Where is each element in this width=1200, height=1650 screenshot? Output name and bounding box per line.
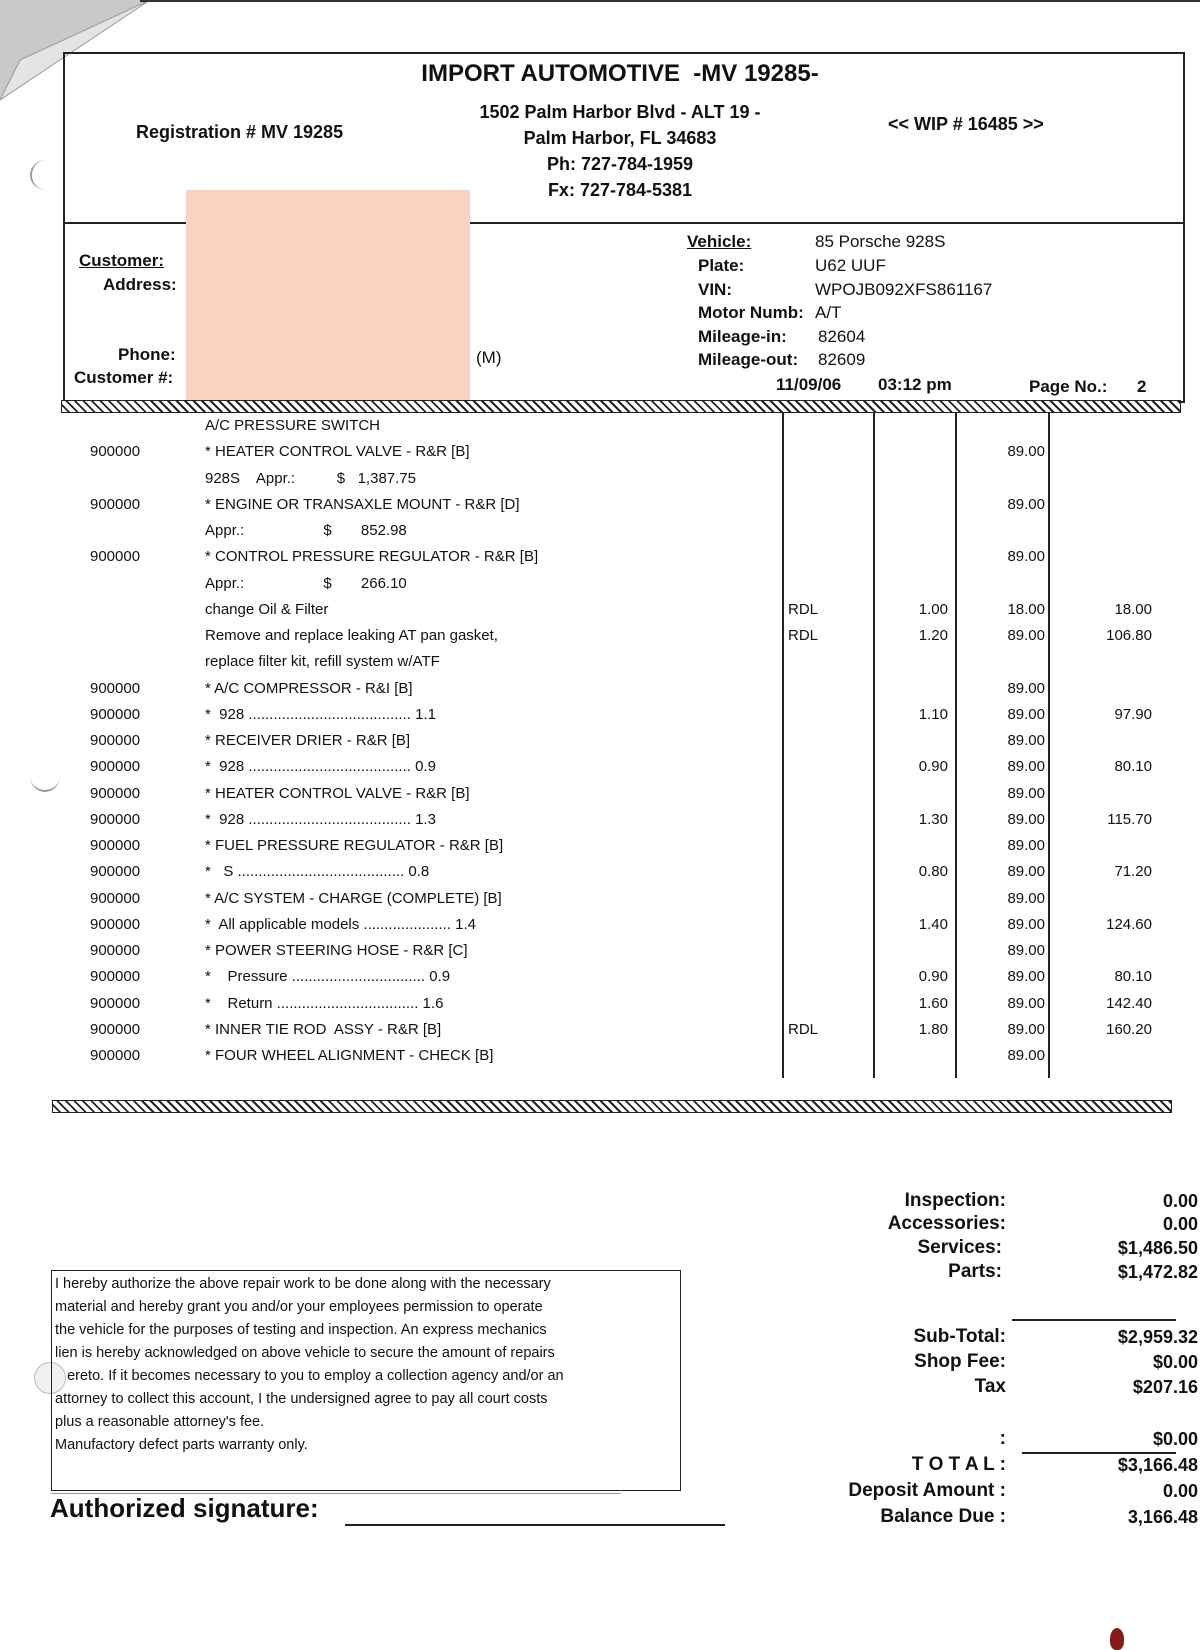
page-top-edge xyxy=(140,0,1200,2)
item-description: A/C PRESSURE SWITCH xyxy=(205,417,381,434)
item-description: Remove and replace leaking AT pan gasket, xyxy=(205,627,498,644)
shop-fee-value: $0.00 xyxy=(1152,1352,1198,1372)
item-description: * FUEL PRESSURE REGULATOR - R&R [B] xyxy=(205,837,504,854)
item-description: * A/C COMPRESSOR - R&I [B] xyxy=(205,679,413,697)
invoice-time: 03:12 pm xyxy=(878,375,952,394)
item-description: * A/C SYSTEM - CHARGE (COMPLETE) [B] xyxy=(205,889,502,907)
item-rate: 89.00 xyxy=(1007,784,1045,802)
vehicle-value: 85 Porsche 928S xyxy=(815,232,946,251)
item-rate: 89.00 xyxy=(1007,889,1045,907)
authorization-line: the vehicle for the purposes of testing and inspection. An express mechanics xyxy=(55,1322,547,1338)
motor-number-label: Motor Numb: xyxy=(698,303,804,322)
item-rate: 89.00 xyxy=(1007,627,1045,644)
item-description: 928S Appr.: $ 1,387.75 xyxy=(205,469,416,487)
line-item-row xyxy=(0,964,1200,990)
line-item-row xyxy=(0,728,1200,754)
item-amount: 80.10 xyxy=(1114,968,1152,986)
item-rate: 89.00 xyxy=(1007,495,1045,513)
item-hours: 0.90 xyxy=(918,758,948,776)
page-number-value: 2 xyxy=(1137,377,1147,396)
item-description: * Pressure ................................ 0.9 xyxy=(205,968,451,986)
item-description: * Return .................................. 1.6 xyxy=(205,994,444,1012)
authorization-line: Manufactory defect parts warranty only. xyxy=(55,1437,308,1453)
item-description: * INNER TIE ROD ASSY - R&R [B] xyxy=(205,1020,442,1038)
item-rate: 89.00 xyxy=(1007,548,1045,566)
shop-fee-label: Shop Fee: xyxy=(914,1351,1006,1372)
item-code: 900000 xyxy=(90,915,141,933)
address-label: Address: xyxy=(103,275,177,294)
item-rate: 18.00 xyxy=(1007,600,1045,618)
authorization-line: plus a reasonable attorney's fee. xyxy=(55,1414,265,1430)
total-value: $3,166.48 xyxy=(1117,1455,1198,1475)
phone-label: Phone: xyxy=(118,345,176,364)
item-code: 900000 xyxy=(90,705,141,723)
accessories-label: Accessories: xyxy=(887,1213,1006,1234)
line-item-row xyxy=(0,676,1200,702)
item-code: 900000 xyxy=(90,784,141,802)
punch-hole xyxy=(30,160,62,190)
authorization-line: I hereby authorize the above repair work to be done along with the necessary xyxy=(55,1276,551,1292)
authorization-line: attorney to collect this account, I the undersigned agree to pay all court costs xyxy=(55,1391,548,1407)
parts-value: $1,472.82 xyxy=(1117,1262,1198,1282)
services-value: $1,486.50 xyxy=(1117,1238,1198,1258)
phone-suffix: (M) xyxy=(476,348,502,367)
item-amount: 71.20 xyxy=(1114,863,1152,881)
item-code: 900000 xyxy=(90,942,141,959)
shop-phone: Ph: 727-784-1959 xyxy=(546,154,694,174)
item-code: 900000 xyxy=(90,863,141,881)
line-item-row xyxy=(0,938,1200,964)
item-code: 900000 xyxy=(90,495,141,513)
line-item-row xyxy=(0,597,1200,623)
signature-label: Authorized signature: xyxy=(50,1493,319,1523)
item-hours: 1.20 xyxy=(918,627,948,644)
item-rate: 89.00 xyxy=(1007,942,1045,959)
item-rate: 89.00 xyxy=(1007,968,1045,986)
item-rate: 89.00 xyxy=(1007,679,1045,697)
item-code: 900000 xyxy=(90,548,141,566)
shop-name: IMPORT AUTOMOTIVE -MV 19285- xyxy=(421,60,819,87)
item-tech: RDL xyxy=(788,600,819,618)
accessories-value: 0.00 xyxy=(1162,1214,1198,1234)
vin-value: WPOJB092XFS861167 xyxy=(815,280,993,299)
item-description: * All applicable models ..................... 1.4 xyxy=(205,915,476,933)
item-code: 900000 xyxy=(90,810,141,828)
authorization-text xyxy=(55,1273,675,1457)
line-item-row xyxy=(0,859,1200,885)
item-code: 900000 xyxy=(90,758,141,776)
line-item-row xyxy=(0,991,1200,1017)
line-item-row xyxy=(0,702,1200,728)
item-description: change Oil & Filter xyxy=(205,600,329,618)
item-rate: 89.00 xyxy=(1007,915,1045,933)
item-rate: 89.00 xyxy=(1007,1047,1045,1064)
plate-label: Plate: xyxy=(698,256,745,275)
deposit-label: Deposit Amount : xyxy=(848,1480,1006,1501)
line-item-row xyxy=(0,781,1200,807)
item-rate: 89.00 xyxy=(1007,837,1045,854)
item-description: * RECEIVER DRIER - R&R [B] xyxy=(205,732,411,749)
line-item-row xyxy=(0,1017,1200,1043)
page-number-label: Page No.: xyxy=(1029,377,1108,396)
subtotal-rule xyxy=(1012,1319,1176,1321)
item-rate: 89.00 xyxy=(1007,863,1045,881)
item-description: * CONTROL PRESSURE REGULATOR - R&R [B] xyxy=(205,548,539,566)
line-item-row xyxy=(0,649,1200,675)
item-description: * 928 ....................................... 1.1 xyxy=(205,705,436,723)
item-amount: 124.60 xyxy=(1106,915,1152,933)
item-hours: 1.60 xyxy=(918,994,948,1012)
item-code: 900000 xyxy=(90,889,141,907)
item-description: * ENGINE OR TRANSAXLE MOUNT - R&R [D] xyxy=(205,495,520,513)
mileage-out-value: 82609 xyxy=(818,350,866,369)
line-item-row xyxy=(0,571,1200,597)
item-hours: 1.10 xyxy=(918,705,948,723)
total-rule xyxy=(1022,1452,1176,1454)
item-description: * HEATER CONTROL VALVE - R&R [B] xyxy=(205,784,470,802)
authorization-line: lien is hereby acknowledged on above vehicle to secure the amount of repairs xyxy=(55,1345,555,1361)
mileage-out-label: Mileage-out: xyxy=(698,350,799,369)
item-hours: 1.00 xyxy=(918,600,948,618)
line-item-row xyxy=(0,833,1200,859)
item-description: * FOUR WHEEL ALIGNMENT - CHECK [B] xyxy=(205,1047,494,1064)
ink-mark xyxy=(1110,1628,1124,1650)
item-code: 900000 xyxy=(90,732,141,749)
bottom-hatched-divider xyxy=(52,1100,1172,1113)
customer-label: Customer: xyxy=(79,251,165,270)
item-code: 900000 xyxy=(90,968,141,986)
shop-fax: Fx: 727-784-5381 xyxy=(547,180,693,200)
item-description: * S ........................................ 0.8 xyxy=(205,863,430,881)
item-rate: 89.00 xyxy=(1007,443,1045,461)
item-description: replace filter kit, refill system w/ATF xyxy=(205,653,440,671)
shop-address-line2: Palm Harbor, FL 34683 xyxy=(523,128,717,148)
item-description: * POWER STEERING HOSE - R&R [C] xyxy=(205,942,468,959)
plate-value: U62 UUF xyxy=(815,256,886,275)
top-hatched-divider xyxy=(61,400,1181,413)
parts-label: Parts: xyxy=(948,1261,1002,1282)
item-rate: 89.00 xyxy=(1007,758,1045,776)
item-rate: 89.00 xyxy=(1007,994,1045,1012)
item-code: 900000 xyxy=(90,837,141,854)
deposit-value: 0.00 xyxy=(1162,1481,1198,1501)
line-item-row xyxy=(0,912,1200,938)
item-amount: 106.80 xyxy=(1106,627,1152,644)
item-code: 900000 xyxy=(90,1047,141,1064)
line-item-row xyxy=(0,886,1200,912)
item-amount: 18.00 xyxy=(1114,600,1152,618)
item-code: 900000 xyxy=(90,443,141,461)
item-amount: 115.70 xyxy=(1107,810,1152,828)
balance-due-label: Balance Due : xyxy=(880,1506,1006,1527)
line-item-row xyxy=(0,1043,1200,1069)
line-item-row xyxy=(0,518,1200,544)
item-amount: 142.40 xyxy=(1106,994,1152,1012)
line-item-row xyxy=(0,544,1200,570)
authorization-line: ereto. If it becomes necessary to you to employ a collection agency and/or an xyxy=(55,1368,564,1384)
invoice-date: 11/09/06 xyxy=(776,375,842,394)
item-code: 900000 xyxy=(90,1020,141,1038)
item-description: Appr.: $ 266.10 xyxy=(205,574,407,592)
item-description: * 928 ....................................... 0.9 xyxy=(205,758,436,776)
signature-line[interactable] xyxy=(345,1524,725,1526)
shop-address-line1: 1502 Palm Harbor Blvd - ALT 19 - xyxy=(479,102,761,122)
vehicle-label: Vehicle: xyxy=(687,232,752,251)
line-item-row xyxy=(0,439,1200,465)
vin-label: VIN: xyxy=(698,280,732,299)
redaction-block xyxy=(186,190,470,405)
subtotal-label: Sub-Total: xyxy=(913,1326,1006,1347)
inspection-value: 0.00 xyxy=(1162,1191,1198,1211)
customer-number-label: Customer #: xyxy=(74,368,174,387)
item-description: * 928 ....................................... 1.3 xyxy=(205,810,436,828)
line-item-row xyxy=(0,492,1200,518)
wip-number: << WIP # 16485 >> xyxy=(888,114,1044,134)
line-item-row xyxy=(0,623,1200,649)
item-tech: RDL xyxy=(788,1020,819,1038)
item-description: Appr.: $ 852.98 xyxy=(205,522,407,539)
item-amount: 160.20 xyxy=(1106,1020,1152,1038)
item-hours: 1.80 xyxy=(918,1020,948,1038)
item-amount: 97.90 xyxy=(1114,705,1152,723)
line-item-row xyxy=(0,466,1200,492)
mileage-in-label: Mileage-in: xyxy=(698,327,787,346)
blank-fee-value: $0.00 xyxy=(1152,1429,1198,1449)
item-rate: 89.00 xyxy=(1007,1020,1045,1038)
services-label: Services: xyxy=(917,1237,1002,1258)
line-item-row xyxy=(0,807,1200,833)
item-tech: RDL xyxy=(788,627,819,644)
tax-value: $207.16 xyxy=(1132,1377,1198,1397)
item-amount: 80.10 xyxy=(1114,758,1152,776)
line-item-row xyxy=(0,754,1200,780)
inspection-label: Inspection: xyxy=(904,1190,1006,1211)
item-code: 900000 xyxy=(90,679,141,697)
item-rate: 89.00 xyxy=(1007,732,1045,749)
mileage-in-value: 82604 xyxy=(818,327,866,346)
item-hours: 1.40 xyxy=(918,915,948,933)
item-hours: 1.30 xyxy=(918,810,948,828)
item-hours: 0.90 xyxy=(918,968,948,986)
item-rate: 89.00 xyxy=(1007,705,1045,723)
item-hours: 0.80 xyxy=(918,863,948,881)
motor-number-value: A/T xyxy=(815,303,842,322)
item-description: * HEATER CONTROL VALVE - R&R [B] xyxy=(205,443,470,461)
authorization-line: material and hereby grant you and/or your employees permission to operate xyxy=(55,1299,543,1315)
balance-due-value: 3,166.48 xyxy=(1127,1507,1198,1527)
registration-number: Registration # MV 19285 xyxy=(136,122,344,142)
item-rate: 89.00 xyxy=(1007,810,1045,828)
subtotal-value: $2,959.32 xyxy=(1117,1327,1198,1347)
total-label: T O T A L : xyxy=(911,1454,1006,1475)
tax-label: Tax xyxy=(974,1376,1006,1397)
item-code: 900000 xyxy=(90,994,141,1012)
line-item-row xyxy=(0,413,1200,439)
blank-fee-label: : xyxy=(999,1428,1006,1449)
